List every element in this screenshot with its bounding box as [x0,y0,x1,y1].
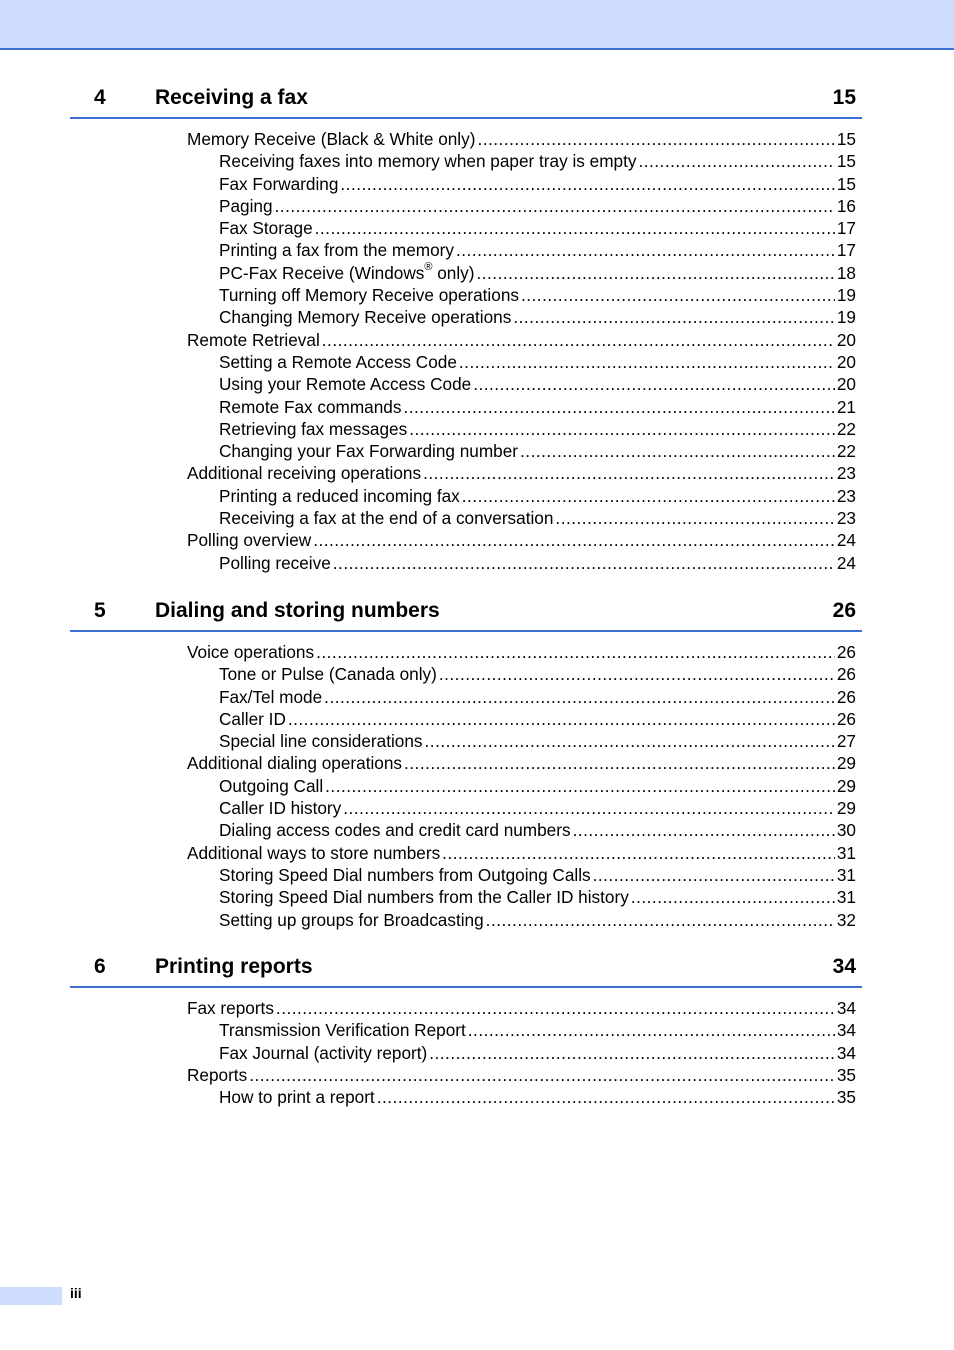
toc-entry-page-number: 26 [836,642,856,662]
toc-subsection-entry[interactable] [70,730,862,752]
dot-leader [324,686,835,708]
chapter-section [70,955,862,1108]
toc-entry-label [219,239,454,261]
toc-entry-page-number: 23 [836,508,856,529]
dot-leader [459,351,835,373]
toc-entry-text: Polling receive [219,552,331,573]
chapter-number: 5 [94,599,106,622]
chapter-page-number: 15 [832,86,856,109]
toc-entry-label [187,329,320,351]
chapter-title: Printing reports [155,955,313,978]
toc-entry-list [70,128,862,574]
dot-leader [462,485,835,507]
toc-entry-page-number: 27 [836,731,856,752]
toc-entry-text: Caller ID history [219,798,342,819]
toc-entry-label [219,217,313,239]
toc-entry-text: Turning off Memory Receive operations [219,285,519,306]
toc-entry-label [219,886,629,908]
toc-entry-text: Special line considerations [219,731,423,752]
toc-entry-page-number: 16 [836,195,856,216]
toc-entry-page-number: 34 [836,1042,856,1063]
toc-entry-text: Storing Speed Dial numbers from the Caller ID history [219,887,629,908]
toc-entry-label [219,150,636,172]
toc-entry-page-number: 31 [836,887,856,908]
toc-entry-page-number: 24 [836,530,856,551]
toc-entry-page-number: 20 [836,374,856,395]
toc-subsection-entry[interactable] [70,1086,862,1108]
toc-entry-label [187,752,402,774]
toc-entry-page-number: 29 [836,775,856,796]
toc-entry-page-number: 15 [836,173,856,194]
toc-entry-text: Setting up groups for Broadcasting [219,909,484,930]
toc-entry-label [219,373,471,395]
chapter-number: 4 [94,86,106,109]
toc-entry-label [187,842,440,864]
toc-entry-label [219,306,511,328]
toc-entry-page-number: 35 [836,1087,856,1108]
toc-entry-page-number: 20 [836,329,856,350]
toc-entry-text: Changing your Fax Forwarding number [219,441,519,462]
toc-entry-text: Additional ways to store numbers [187,842,441,863]
dot-leader [325,775,835,797]
dot-leader [476,262,834,284]
toc-entry-label [219,440,518,462]
dot-leader [573,819,835,841]
toc-entry-page-number: 31 [836,842,856,863]
footer-page-number: iii [70,1285,82,1301]
toc-entry-label [219,1019,466,1041]
toc-entry-label [219,485,460,507]
toc-entry-page-number: 20 [836,351,856,372]
chapter-heading[interactable] [70,955,862,988]
toc-entry-label [219,351,457,373]
toc-entry-text: Memory Receive (Black & White only) [187,129,476,149]
toc-entry-page-number: 23 [836,485,856,506]
dot-leader [477,128,834,150]
toc-subsection-entry[interactable] [70,173,862,195]
toc-entry-label [219,775,323,797]
dot-leader [520,440,835,462]
toc-entry-label [219,552,331,574]
toc-entry-text: Using your Remote Access Code [219,374,472,395]
toc-entry-text: Additional dialing operations [187,753,402,774]
toc-entry-label [187,1064,247,1086]
toc-entry-label [219,864,591,886]
toc-entry-page-number: 30 [836,820,856,841]
dot-leader [343,797,835,819]
toc-section-entry[interactable] [70,1064,862,1086]
toc-entry-text: Receiving a fax at the end of a conversation [219,508,554,529]
toc-subsection-entry[interactable] [70,775,862,797]
dot-leader [631,886,835,908]
chapter-number: 6 [94,955,106,978]
toc-entry-label [219,507,553,529]
dot-leader [249,1064,835,1086]
toc-entry-label [219,909,484,931]
toc-entry-page-number: 22 [836,418,856,439]
toc-subsection-entry[interactable] [70,507,862,529]
toc-entry-text: Tone or Pulse (Canada only) [219,664,437,685]
dot-leader [429,1042,835,1064]
dot-leader [486,909,835,931]
toc-subsection-entry[interactable] [70,440,862,462]
dot-leader [638,150,834,172]
toc-subsection-entry[interactable] [70,418,862,440]
toc-entry-page-number: 15 [836,151,856,172]
toc-entry-text: Caller ID [219,708,286,729]
toc-entry-label [219,195,273,217]
toc-entry-text: Fax Journal (activity report) [219,1042,428,1063]
toc-section-entry[interactable] [70,842,862,864]
toc-entry-list [70,641,862,931]
toc-entry-label [219,730,423,752]
chapter-page-number: 26 [832,599,856,622]
dot-leader [276,997,835,1019]
toc-subsection-entry[interactable] [70,686,862,708]
toc-subsection-entry[interactable] [70,262,862,284]
toc-entry-label [219,663,437,685]
toc-subsection-entry[interactable] [70,351,862,373]
dot-leader [315,217,835,239]
toc-entry-text: Remote Retrieval [187,329,320,350]
dot-leader [403,396,834,418]
toc-subsection-entry[interactable] [70,150,862,172]
toc-subsection-entry[interactable] [70,1042,862,1064]
toc-subsection-entry[interactable] [70,306,862,328]
footer-band [0,1287,62,1305]
toc-entry-text-suffix: only) [432,262,475,283]
toc-subsection-entry[interactable] [70,373,862,395]
toc-entry-text: Fax reports [187,998,274,1018]
toc-entry-label [219,686,322,708]
dot-leader [340,173,834,195]
dot-leader [473,373,835,395]
toc-section-entry[interactable] [70,641,862,663]
chapter-heading[interactable] [70,86,862,119]
toc-entry-page-number: 26 [836,708,856,729]
toc-entry-text: Transmission Verification Report [219,1020,466,1041]
toc-entry-label [187,462,421,484]
toc-subsection-entry[interactable] [70,864,862,886]
toc-entry-text: Additional receiving operations [187,463,422,484]
toc-entry-text: Remote Fax commands [219,396,402,417]
toc-subsection-entry[interactable] [70,909,862,931]
dot-leader [555,507,834,529]
toc-entry-page-number: 17 [836,240,856,261]
toc-subsection-entry[interactable] [70,485,862,507]
toc-entry-label [219,284,519,306]
toc-entry-page-number: 15 [836,129,856,149]
toc-entry-label [219,262,474,284]
header-band [0,0,954,50]
toc-subsection-entry[interactable] [70,886,862,908]
toc-entry-label [219,708,286,730]
toc-entry-label [219,418,407,440]
toc-subsection-entry[interactable] [70,1019,862,1041]
toc-entry-page-number: 34 [836,998,856,1018]
toc-entry-list [70,997,862,1108]
dot-leader [521,284,835,306]
toc-entry-page-number: 29 [836,753,856,774]
dot-leader [313,529,835,551]
toc-entry-page-number: 24 [836,552,856,573]
toc-entry-text: Changing Memory Receive operations [219,307,512,328]
toc-subsection-entry[interactable] [70,708,862,730]
toc-entry-page-number: 26 [836,686,856,707]
toc-section-entry[interactable] [70,462,862,484]
toc-entry-text: Reports [187,1064,248,1085]
registered-mark: ® [424,261,433,274]
toc-entry-text: Paging [219,195,273,216]
toc-entry-page-number: 18 [836,262,856,283]
toc-entry-page-number: 31 [836,864,856,885]
dot-leader [377,1086,835,1108]
toc-entry-label [219,1086,375,1108]
toc-subsection-entry[interactable] [70,552,862,574]
toc-section-entry[interactable] [70,529,862,551]
toc-entry-page-number: 32 [836,909,856,930]
toc-entry-page-number: 29 [836,798,856,819]
toc-entry-text: Fax Forwarding [219,173,339,194]
dot-leader [468,1019,835,1041]
dot-leader [333,552,835,574]
toc-entry-label [219,1042,427,1064]
dot-leader [513,306,835,328]
chapter-heading[interactable] [70,599,862,632]
toc-entry-page-number: 19 [836,307,856,328]
dot-leader [322,329,835,351]
dot-leader [425,730,835,752]
toc-entry-text: Printing a reduced incoming fax [219,485,460,506]
chapter-section [70,599,862,931]
toc-entry-page-number: 17 [836,218,856,239]
toc-entry-text: Setting a Remote Access Code [219,351,457,372]
toc-entry-page-number: 21 [836,396,856,417]
toc-entry-text: How to print a report [219,1087,375,1108]
dot-leader [423,462,835,484]
dot-leader [442,842,835,864]
toc-subsection-entry[interactable] [70,819,862,841]
toc-entry-label [219,173,338,195]
toc-entry-text: Outgoing Call [219,775,324,796]
toc-subsection-entry[interactable] [70,797,862,819]
toc-entry-label [187,529,311,551]
toc-entry-text: Printing a fax from the memory [219,240,454,261]
toc-entry-text: Polling overview [187,530,312,551]
toc-entry-text: Fax/Tel mode [219,686,323,707]
toc-subsection-entry[interactable] [70,396,862,418]
toc-entry-page-number: 19 [836,285,856,306]
toc-entry-text: PC-Fax Receive (Windows [219,262,425,283]
chapter-title: Receiving a fax [155,86,308,109]
toc-entry-label [219,819,571,841]
toc-entry-page-number: 23 [836,463,856,484]
chapter-page-number: 34 [832,955,856,978]
dot-leader [316,641,835,663]
toc-subsection-entry[interactable] [70,663,862,685]
chapter-title: Dialing and storing numbers [155,599,440,622]
dot-leader [456,239,835,261]
toc-entry-text: Voice operations [187,642,315,662]
toc-entry-text: Storing Speed Dial numbers from Outgoing Calls [219,864,591,885]
dot-leader [404,752,835,774]
toc-subsection-entry[interactable] [70,284,862,306]
toc-entry-label [219,797,341,819]
toc-entry-text: Dialing access codes and credit card numbers [219,820,571,841]
dot-leader [593,864,835,886]
dot-leader [275,195,835,217]
dot-leader [439,663,835,685]
toc-entry-label [187,128,475,150]
toc-entry-text: Receiving faxes into memory when paper tray is empty [219,151,637,172]
toc-subsection-entry[interactable] [70,217,862,239]
dot-leader [409,418,835,440]
toc-subsection-entry[interactable] [70,239,862,261]
toc-entry-page-number: 34 [836,1020,856,1041]
toc-entry-label [219,396,401,418]
toc-section-entry[interactable] [70,329,862,351]
toc-section-entry[interactable] [70,128,862,150]
toc-entry-text: Fax Storage [219,218,313,239]
toc-entry-page-number: 26 [836,664,856,685]
toc-section-entry[interactable] [70,997,862,1019]
toc-subsection-entry[interactable] [70,195,862,217]
toc-entry-text: Retrieving fax messages [219,418,408,439]
toc-section-entry[interactable] [70,752,862,774]
toc-entry-page-number: 22 [836,441,856,462]
dot-leader [288,708,835,730]
toc-entry-label [187,997,274,1019]
toc-entry-label [187,641,314,663]
chapter-section [70,86,862,574]
toc-entry-page-number: 35 [836,1064,856,1085]
